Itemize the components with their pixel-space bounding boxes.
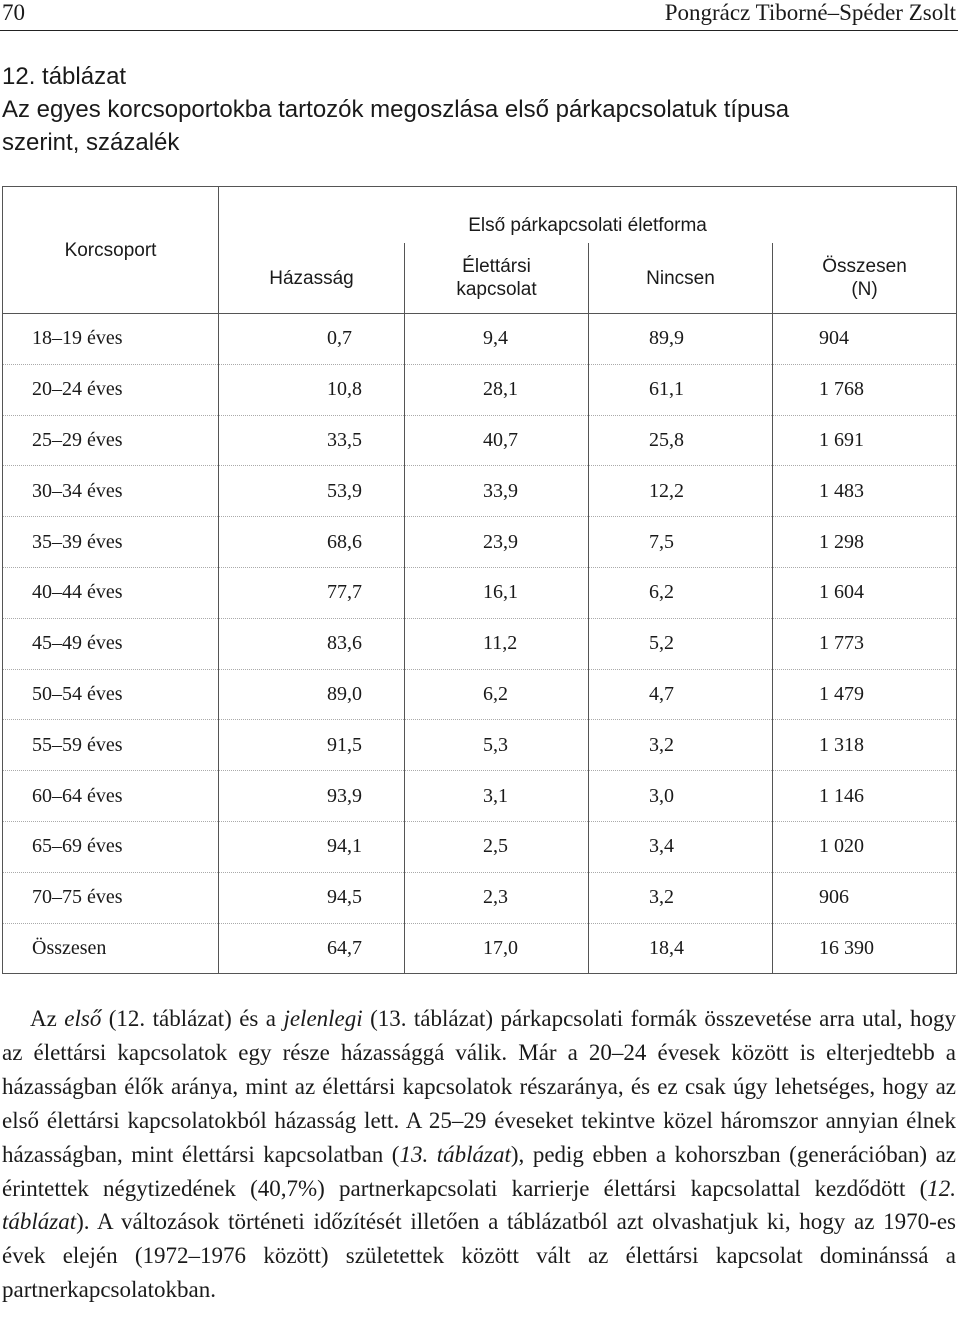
table-label: 12. táblázat [2, 63, 127, 90]
total-cell: 1 773 [773, 618, 957, 669]
column-header-cohabitation-line-1: Élettársi [462, 256, 531, 277]
total-cell: 16 390 [773, 923, 957, 974]
cohabitation-cell: 2,5 [405, 821, 589, 872]
marriage-cell: 53,9 [219, 466, 405, 517]
table-caption [2, 60, 952, 159]
age-group-cell: 40–44 éves [3, 567, 219, 618]
column-group-header: Első párkapcsolati életforma [219, 187, 957, 244]
column-header-age-group: Korcsoport [3, 187, 219, 314]
text-run: ). A változások történeti időzítését illetően a táblázatból azt olvashatjuk ki, hogy az 1970-es évek elején (1972–1976 között) születettek között vált az élettársi kapcsolat dominánssá a partnerkapcsolatokban. [2, 1209, 956, 1303]
none-cell: 61,1 [589, 364, 773, 415]
none-cell: 3,4 [589, 821, 773, 872]
table-row [3, 415, 957, 466]
table-row [3, 314, 957, 365]
none-cell: 3,2 [589, 872, 773, 923]
data-table-container [2, 186, 956, 962]
none-cell: 4,7 [589, 669, 773, 720]
age-group-cell: 30–34 éves [3, 466, 219, 517]
age-group-cell: 25–29 éves [3, 415, 219, 466]
marriage-cell: 0,7 [219, 314, 405, 365]
cohabitation-cell: 11,2 [405, 618, 589, 669]
text-run: (12. táblázat) és a [101, 1006, 284, 1031]
marriage-cell: 77,7 [219, 567, 405, 618]
table-row [3, 466, 957, 517]
cohabitation-cell: 6,2 [405, 669, 589, 720]
total-cell: 906 [773, 872, 957, 923]
table-row [3, 771, 957, 822]
running-head-author: Pongrácz Tiborné–Spéder Zsolt [664, 0, 956, 25]
table-row [3, 567, 957, 618]
none-cell: 7,5 [589, 517, 773, 568]
age-group-cell: 65–69 éves [3, 821, 219, 872]
cohabitation-cell: 16,1 [405, 567, 589, 618]
paragraph-text [2, 1002, 956, 1307]
total-cell: 904 [773, 314, 957, 365]
body-paragraph [2, 1002, 956, 1307]
none-cell: 12,2 [589, 466, 773, 517]
table-row [3, 821, 957, 872]
table-title-line-2: szerint, százalék [2, 129, 180, 156]
text-run: Az [30, 1006, 65, 1031]
marriage-cell: 93,9 [219, 771, 405, 822]
text-run: ), pedig ebben a kohorszban (generációban) az érintettek négytizedének (40,7%) partnerkapcsolati karrierje élettársi kapcsolattal kezdődött ( [2, 1141, 957, 1201]
marriage-cell: 83,6 [219, 618, 405, 669]
none-cell: 89,9 [589, 314, 773, 365]
total-cell: 1 146 [773, 771, 957, 822]
age-group-cell: 70–75 éves [3, 872, 219, 923]
cohabitation-cell: 33,9 [405, 466, 589, 517]
none-cell: 18,4 [589, 923, 773, 974]
age-group-cell: 50–54 éves [3, 669, 219, 720]
cohabitation-cell: 9,4 [405, 314, 589, 365]
column-header-cohabitation [405, 243, 589, 314]
marriage-cell: 33,5 [219, 415, 405, 466]
none-cell: 25,8 [589, 415, 773, 466]
age-group-cell: 35–39 éves [3, 517, 219, 568]
cohabitation-cell: 17,0 [405, 923, 589, 974]
table-row-total [3, 923, 957, 974]
italic-run: jelenlegi [283, 1006, 363, 1031]
table-row [3, 872, 957, 923]
cohabitation-cell: 2,3 [405, 872, 589, 923]
table-row [3, 669, 957, 720]
age-group-cell: Összesen [3, 923, 219, 974]
age-group-cell: 45–49 éves [3, 618, 219, 669]
total-cell: 1 298 [773, 517, 957, 568]
marriage-cell: 89,0 [219, 669, 405, 720]
none-cell: 3,0 [589, 771, 773, 822]
text-run: (13. táblázat) párkapcsolati formák összevetése arra utal, hogy az élettársi kapcsolatok egy része házassággá válik. Már a 20–24 évesek között is elterjedtebb a házasságban élők aránya, mint az élettársi kapcsolatok részaránya, és ez csak úgy lehetséges, hogy az első élettársi kapcsolatokból házasság lett. A 25–29 éveseket tekintve közel háromszor annyian élnek házasságban, mint élettársi kapcsolatban ( [2, 1006, 956, 1167]
marriage-cell: 94,5 [219, 872, 405, 923]
column-header-total [773, 243, 957, 314]
age-group-cell: 60–64 éves [3, 771, 219, 822]
marriage-cell: 94,1 [219, 821, 405, 872]
table-title-line-1: Az egyes korcsoportokba tartozók megoszlása első párkapcsolatuk típusa [2, 96, 790, 123]
total-cell: 1 483 [773, 466, 957, 517]
cohabitation-cell: 28,1 [405, 364, 589, 415]
total-cell: 1 020 [773, 821, 957, 872]
total-cell: 1 479 [773, 669, 957, 720]
data-table [2, 186, 957, 974]
table-row [3, 517, 957, 568]
column-header-cohabitation-line-2: kapcsolat [456, 279, 537, 300]
cohabitation-cell: 3,1 [405, 771, 589, 822]
none-cell: 6,2 [589, 567, 773, 618]
column-header-total-line-1: Összesen [822, 256, 907, 277]
age-group-cell: 18–19 éves [3, 314, 219, 365]
italic-run: 12. táblázat [2, 1175, 956, 1235]
table-row [3, 720, 957, 771]
cohabitation-cell: 5,3 [405, 720, 589, 771]
none-cell: 3,2 [589, 720, 773, 771]
column-header-marriage: Házasság [219, 243, 405, 314]
table-row [3, 618, 957, 669]
column-header-none: Nincsen [589, 243, 773, 314]
italic-run: első [64, 1006, 102, 1031]
cohabitation-cell: 40,7 [405, 415, 589, 466]
table-row [3, 364, 957, 415]
cohabitation-cell: 23,9 [405, 517, 589, 568]
italic-run: 13. táblázat [399, 1141, 511, 1167]
marriage-cell: 10,8 [219, 364, 405, 415]
age-group-cell: 20–24 éves [3, 364, 219, 415]
marriage-cell: 68,6 [219, 517, 405, 568]
total-cell: 1 604 [773, 567, 957, 618]
marriage-cell: 91,5 [219, 720, 405, 771]
total-cell: 1 318 [773, 720, 957, 771]
total-cell: 1 691 [773, 415, 957, 466]
age-group-cell: 55–59 éves [3, 720, 219, 771]
none-cell: 5,2 [589, 618, 773, 669]
running-head [0, 0, 958, 31]
total-cell: 1 768 [773, 364, 957, 415]
marriage-cell: 64,7 [219, 923, 405, 974]
column-header-total-line-2: (N) [851, 279, 878, 300]
page-number: 70 [2, 0, 25, 25]
